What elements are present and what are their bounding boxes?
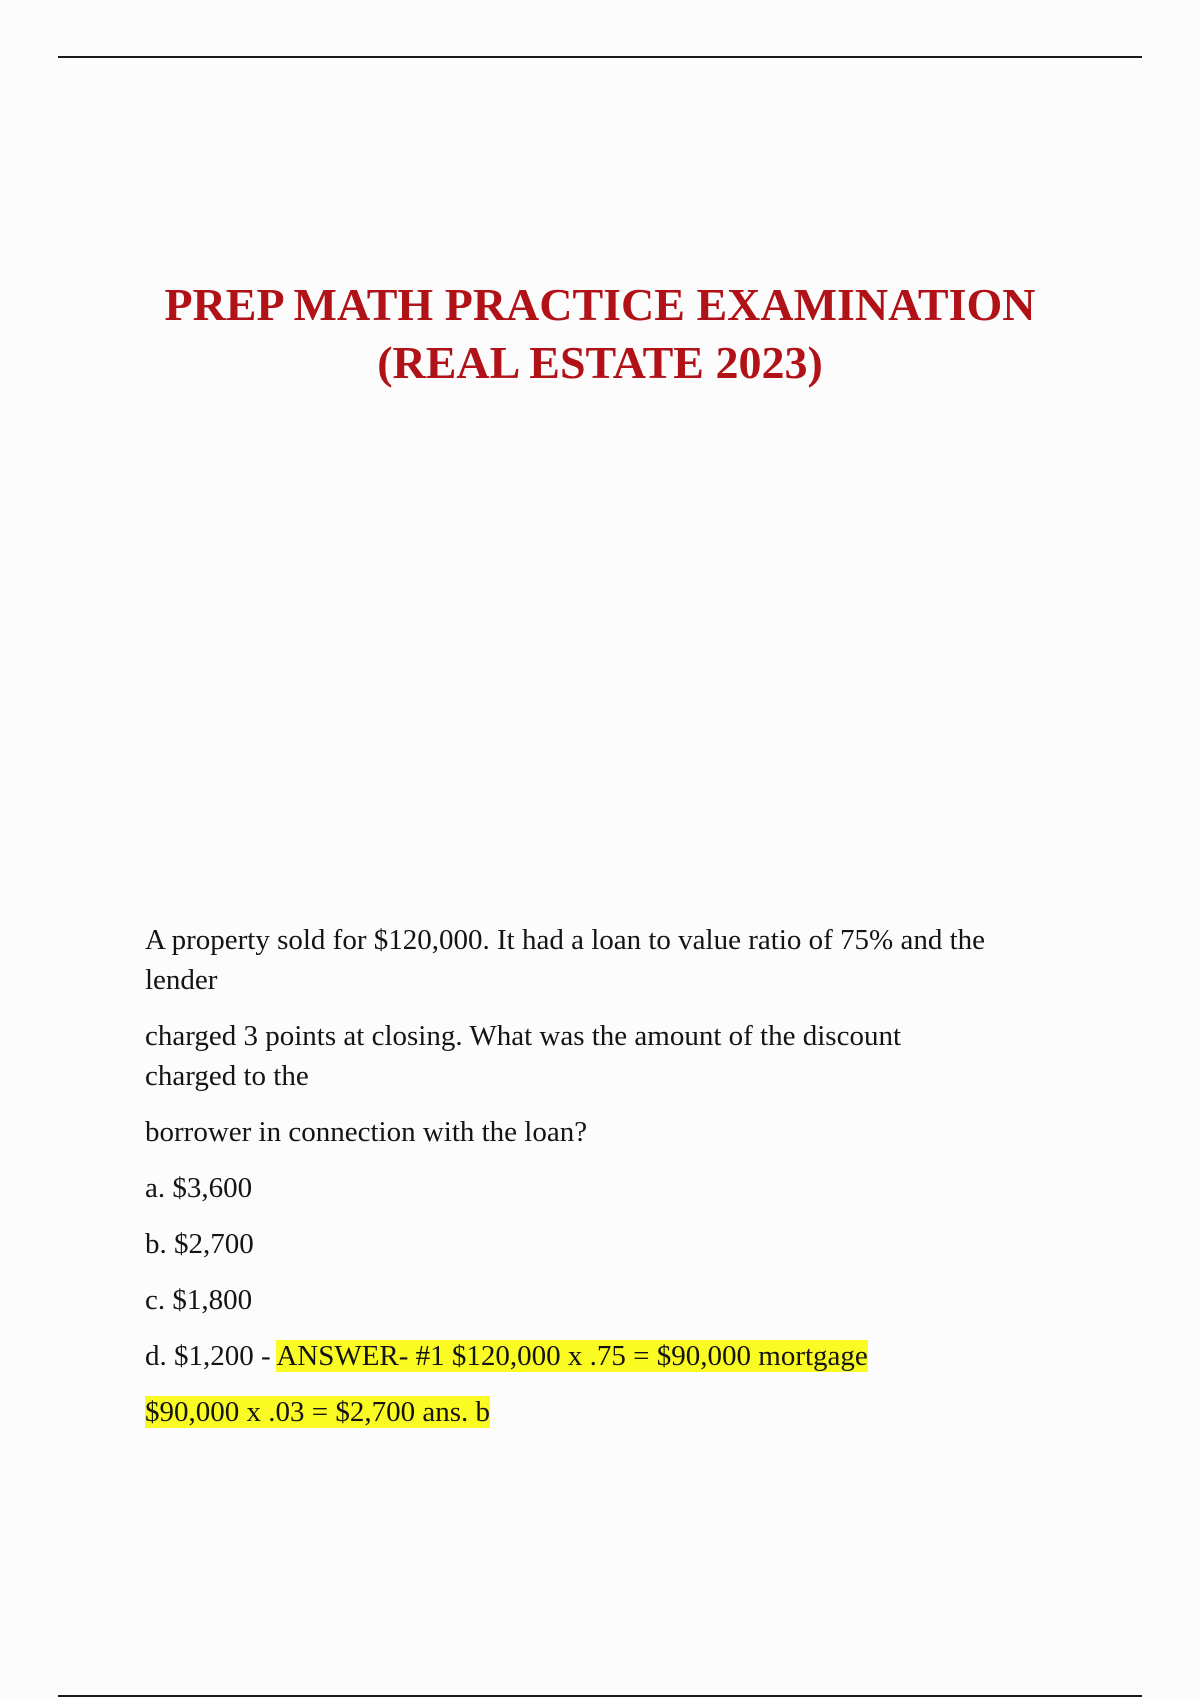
question-stem-part-1 [145, 920, 1105, 1000]
option-a: a. $3,600 [145, 1172, 253, 1204]
top-rule [58, 56, 1142, 58]
stem-line-2: lender [145, 964, 218, 996]
answer-line-2 [145, 1392, 1105, 1432]
page-title [100, 276, 1100, 392]
option-b: b. $2,700 [145, 1228, 254, 1260]
question-stem-part-2 [145, 1016, 1105, 1096]
stem-line-4: charged to the [145, 1060, 309, 1092]
title-line-1: PREP MATH PRACTICE EXAMINATION [164, 279, 1036, 330]
answer-highlight-2: $90,000 x .03 = $2,700 ans. b [145, 1396, 491, 1428]
stem-line-1: A property sold for $120,000. It had a loan to value ratio of 75% and the [145, 924, 985, 956]
stem-line-5: borrower in connection with the loan? [145, 1116, 588, 1148]
option-d: d. $1,200 - [145, 1340, 277, 1372]
stem-line-3: charged 3 points at closing. What was the amount of the discount [145, 1020, 901, 1052]
option-c: c. $1,800 [145, 1284, 253, 1316]
answer-highlight-1: ANSWER- #1 $120,000 x .75 = $90,000 mortgage [276, 1340, 868, 1372]
question-block [145, 920, 1105, 1448]
option-d-with-answer [145, 1336, 1105, 1376]
title-line-2: (REAL ESTATE 2023) [377, 337, 823, 388]
bottom-rule [58, 1695, 1142, 1697]
